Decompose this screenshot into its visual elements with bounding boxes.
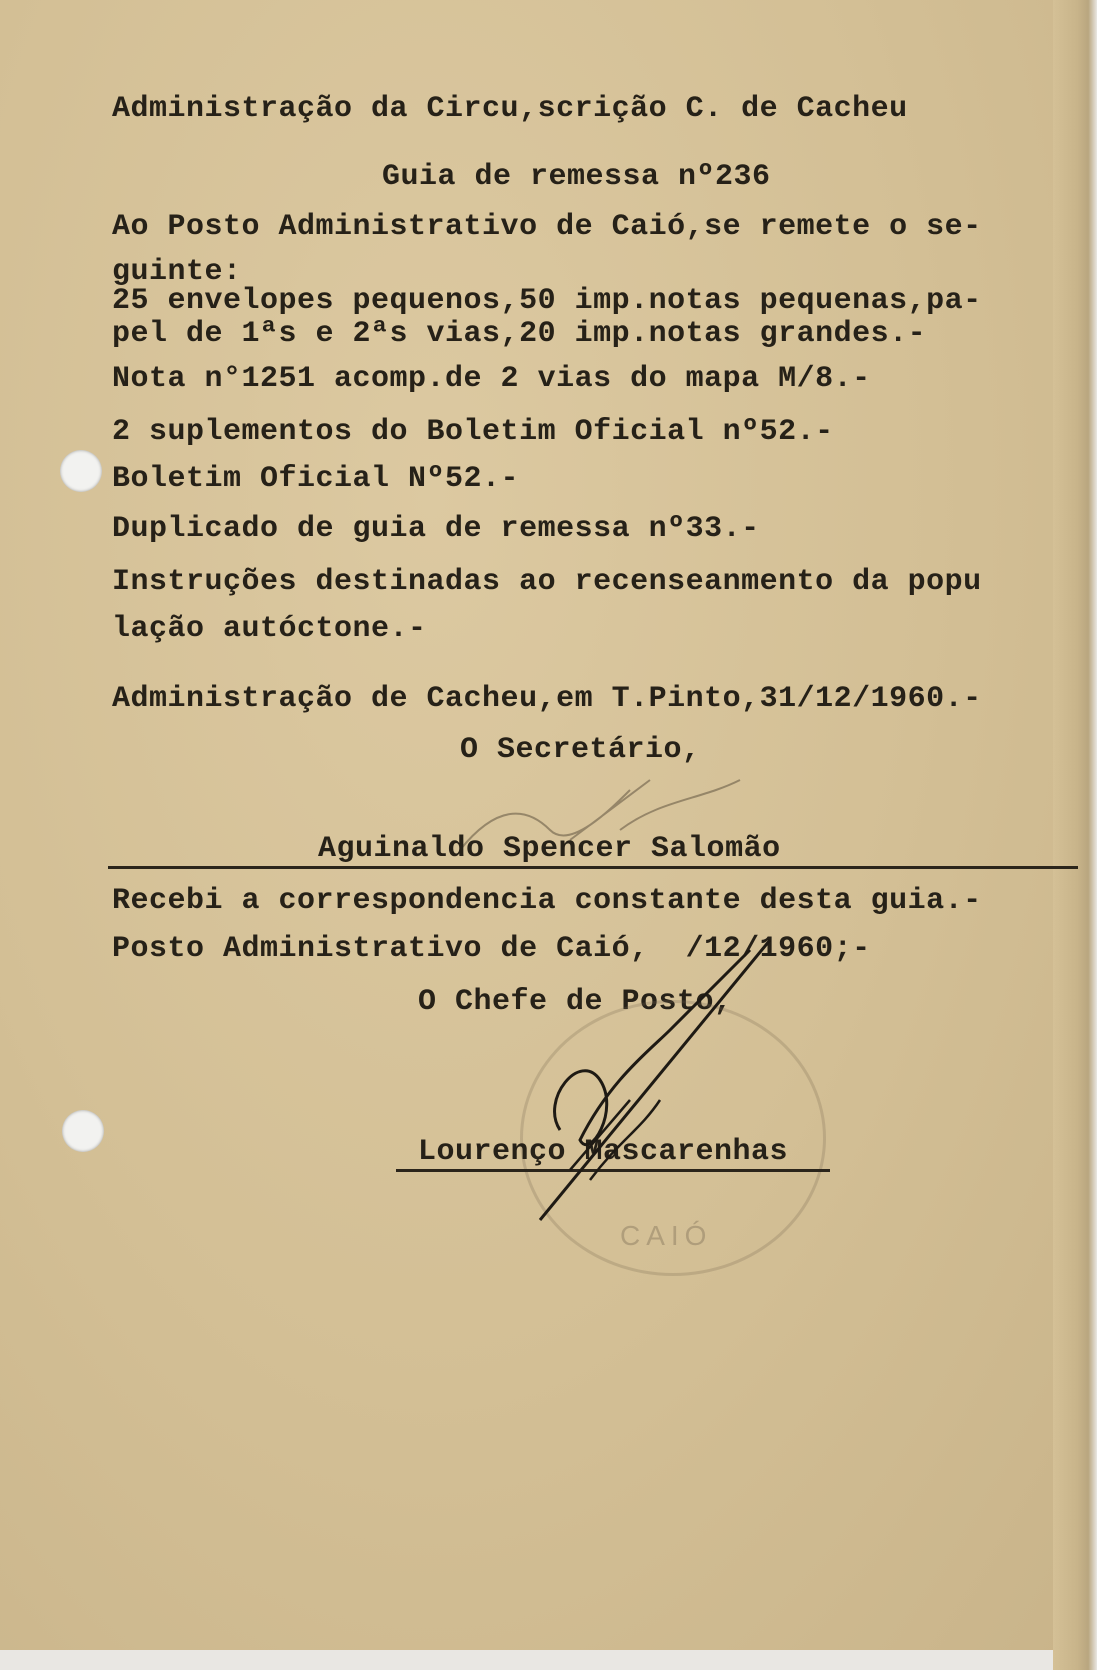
- paper-edge-shadow: [1053, 0, 1097, 1670]
- item-line-8: lação autóctone.-: [112, 612, 427, 646]
- address-line-2: guinte:: [112, 255, 242, 289]
- chief-name: Lourenço Mascarenhas: [418, 1135, 789, 1169]
- item-line-3: Nota n°1251 acomp.de 2 vias do mapa M/8.-: [112, 362, 871, 396]
- secretary-title: O Secretário,: [460, 733, 701, 767]
- item-line-4: 2 suplementos do Boletim Oficial nº52.-: [112, 415, 834, 449]
- secretary-name: Aguinaldo Spencer Salomão: [318, 832, 781, 866]
- receipt-line-1: Recebi a correspondencia constante desta guia.-: [112, 884, 982, 918]
- item-line-2: pel de 1ªs e 2ªs vias,20 imp.notas grandes.-: [112, 317, 927, 351]
- place-date: Administração de Cacheu,em T.Pinto,31/12/1960.-: [112, 682, 982, 716]
- chief-signature: [520, 930, 790, 1230]
- document-header: Administração da Circu,scrição C. de Cacheu: [112, 92, 908, 126]
- guia-title: Guia de remessa nº236: [382, 160, 771, 194]
- address-line-1: Ao Posto Administrativo de Caió,se remete o se-: [112, 210, 982, 244]
- receipt-line-2: Posto Administrativo de Caió, /12/1960;-: [112, 932, 871, 966]
- chief-title: O Chefe de Posto,: [418, 985, 733, 1019]
- item-line-7: Instruções destinadas ao recenseanmento da popu: [112, 565, 982, 599]
- item-line-6: Duplicado de guia de remessa nº33.-: [112, 512, 760, 546]
- punch-hole-top: [60, 450, 102, 492]
- stamp-text: CAIÓ: [620, 1220, 713, 1251]
- item-line-1: 25 envelopes pequenos,50 imp.notas pequenas,pa-: [112, 284, 982, 318]
- punch-hole-bottom: [62, 1110, 104, 1152]
- item-line-5: Boletim Oficial Nº52.-: [112, 462, 520, 496]
- signature-underline-secretary: [108, 866, 1078, 869]
